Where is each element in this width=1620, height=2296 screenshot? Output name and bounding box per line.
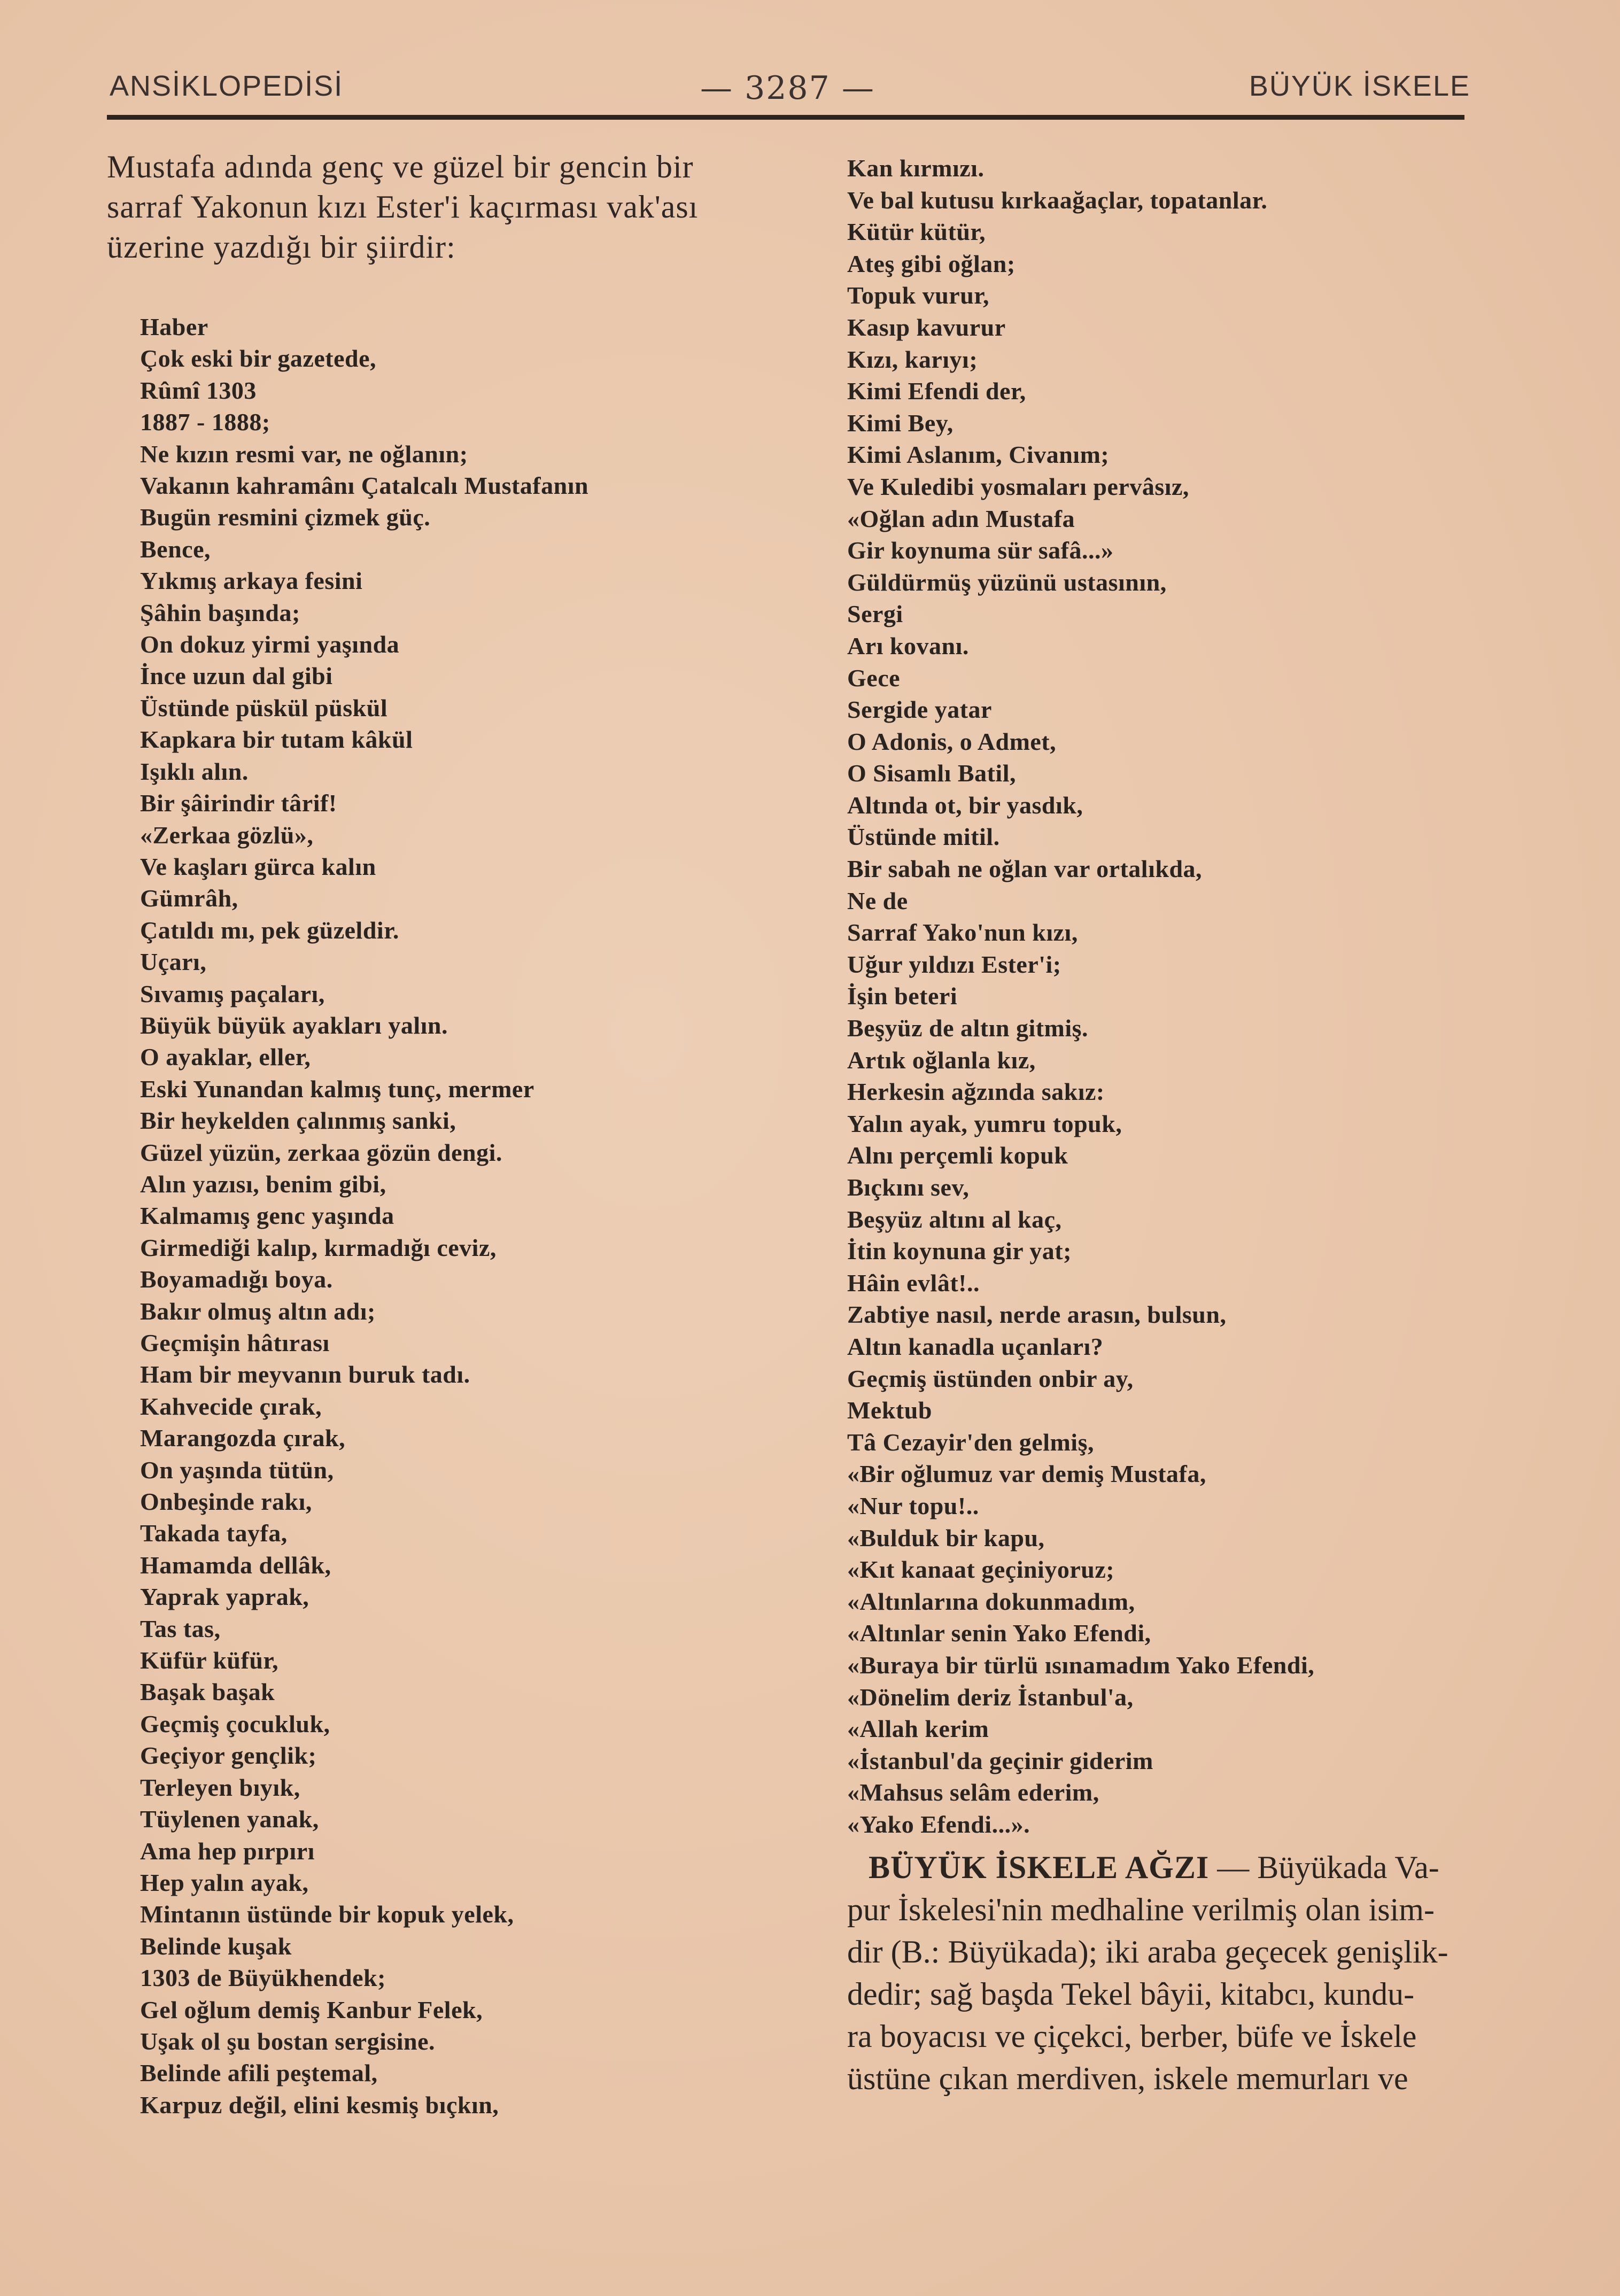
poem-line: Artık oğlanla kız, — [847, 1046, 1036, 1074]
poem-line: Altın kanadla uçanları? — [847, 1332, 1104, 1360]
poem-line: Ve Kuledibi yosmaları pervâsız, — [847, 472, 1189, 500]
intro-line: sarraf Yakonun kızı Ester'i kaçırması vak'ası — [107, 189, 699, 224]
poem-line: Kapkara bir tutam kâkül — [140, 726, 413, 754]
poem-line: Gümrâh, — [140, 885, 238, 912]
poem-line: Başak başak — [140, 1678, 275, 1706]
poem-line: «Zerkaa gözlü», — [140, 821, 314, 849]
running-header-right: BÜYÜK İSKELE — [1249, 70, 1470, 102]
poem-line: Kızı, karıyı; — [847, 345, 978, 373]
poem-line: Kalmamış genc yaşında — [140, 1202, 394, 1230]
poem-line: Belinde afili peştemal, — [140, 2059, 378, 2087]
poem-line: «Altınlar senin Yako Efendi, — [847, 1619, 1151, 1647]
poem-line: Kahvecide çırak, — [140, 1392, 322, 1420]
poem-line: Bakır olmuş altın adı; — [140, 1297, 376, 1325]
poem-line: Topuk vurur, — [847, 282, 989, 309]
running-header-left: ANSİKLOPEDİSİ — [110, 70, 344, 102]
poem-line: Geçmiş çocukluk, — [140, 1710, 330, 1737]
poem-line: Kan kırmızı. — [847, 154, 985, 182]
poem-line: Altında ot, bir yasdık, — [847, 791, 1083, 819]
poem-line: Ve kaşları gürca kalın — [140, 852, 376, 880]
poem-line: Yalın ayak, yumru topuk, — [847, 1110, 1122, 1137]
poem-line: «Mahsus selâm ederim, — [847, 1779, 1099, 1806]
poem-line: Bir heykelden çalınmış sanki, — [140, 1107, 456, 1135]
intro-line: üzerine yazdığı bir şiirdir: — [107, 229, 456, 265]
poem-line: Sarraf Yako'nun kızı, — [847, 919, 1078, 947]
poem-line: Ne de — [847, 887, 908, 914]
header-rule — [107, 115, 1464, 120]
entry-line: dir (B.: Büyükada); iki araba geçecek genişlik- — [847, 1934, 1448, 1970]
poem-line: Hep yalın ayak, — [140, 1868, 309, 1896]
poem-line: Tâ Cezayir'den gelmiş, — [847, 1428, 1094, 1456]
poem-line: Bugün resmini çizmek güç. — [140, 503, 431, 531]
poem-line: Ama hep pırpırı — [140, 1837, 315, 1865]
poem-line: Geçiyor gençlik; — [140, 1742, 317, 1770]
poem-line: «Allah kerim — [847, 1715, 989, 1743]
poem-line: İtin koynuna gir yat; — [847, 1237, 1072, 1265]
poem-line: Beşyüz de altın gitmiş. — [847, 1014, 1089, 1042]
poem-line: O Sisamlı Batil, — [847, 759, 1016, 787]
poem-line: Sergide yatar — [847, 696, 992, 724]
poem-line: Ne kızın resmi var, ne oğlanın; — [140, 440, 468, 468]
poem-line: Üstünde püskül püskül — [140, 694, 388, 722]
poem-line: İşin beteri — [847, 982, 958, 1010]
poem-line: Ve bal kutusu kırkaağaçlar, topatanlar. — [847, 186, 1268, 214]
poem-line: Vakanın kahramânı Çatalcalı Mustafanın — [140, 472, 589, 500]
poem-line: «Buraya bir türlü ısınamadım Yako Efendi, — [847, 1651, 1315, 1679]
poem-line: «Dönelim deriz İstanbul'a, — [847, 1683, 1134, 1711]
poem-line: Tas tas, — [140, 1615, 221, 1642]
poem-line: Gel oğlum demiş Kanbur Felek, — [140, 1996, 483, 2023]
poem-line: On yaşında tütün, — [140, 1456, 334, 1484]
poem-line: Kasıp kavurur — [847, 313, 1006, 341]
entry-line: dedir; sağ başda Tekel bâyii, kitabcı, kundu- — [847, 1976, 1415, 2012]
poem-line: «Yako Efendi...». — [847, 1810, 1030, 1838]
poem-line: Uşak ol şu bostan sergisine. — [140, 2027, 436, 2055]
poem-line: Geçmişin hâtırası — [140, 1329, 330, 1356]
poem-line: Eski Yunandan kalmış tunç, mermer — [140, 1075, 534, 1103]
poem-line: 1303 de Büyükhendek; — [140, 1964, 386, 1992]
poem-line: O ayaklar, eller, — [140, 1043, 311, 1071]
poem-line: Hamamda dellâk, — [140, 1551, 331, 1579]
poem-line: «Bir oğlumuz var demiş Mustafa, — [847, 1460, 1206, 1488]
poem-line: Bence, — [140, 535, 211, 563]
poem-line: Zabtiye nasıl, nerde arasın, bulsun, — [847, 1301, 1227, 1329]
poem-line: Alın yazısı, benim gibi, — [140, 1170, 386, 1198]
poem-line: Uçarı, — [140, 948, 207, 976]
poem-line: Kimi Bey, — [847, 409, 954, 437]
poem-line: «Bulduk bir kapu, — [847, 1524, 1045, 1552]
poem-line: Bıçkını sev, — [847, 1174, 970, 1201]
poem-line: Mintanın üstünde bir kopuk yelek, — [140, 1901, 514, 1928]
poem-line: Girmediği kalıp, kırmadığı ceviz, — [140, 1234, 497, 1261]
poem-line: Sıvamış paçaları, — [140, 980, 325, 1007]
poem-line: Onbeşinde rakı, — [140, 1488, 312, 1516]
poem-line: On dokuz yirmi yaşında — [140, 631, 400, 658]
intro-paragraph — [107, 147, 786, 267]
poem-line: Sergi — [847, 600, 903, 628]
poem-line: Yıkmış arkaya fesini — [140, 567, 363, 595]
poem-line: Uğur yıldızı Ester'i; — [847, 950, 1061, 978]
entry-text: — Büyükada Va- — [1217, 1850, 1439, 1886]
poem-line: Büyük büyük ayakları yalın. — [140, 1011, 448, 1039]
poem-line: Güzel yüzün, zerkaa gözün dengi. — [140, 1138, 502, 1166]
poem-line: Küfür küfür, — [140, 1647, 279, 1674]
poem-line: Karpuz değil, elini kesmiş bıçkın, — [140, 2091, 499, 2119]
poem-line: «Altınlarına dokunmadım, — [847, 1587, 1135, 1615]
poem-line: Boyamadığı boya. — [140, 1266, 333, 1293]
entry-line: üstüne çıkan merdiven, iskele memurları ve — [847, 2061, 1408, 2097]
entry-line: ra boyacısı ve çiçekci, berber, büfe ve İskele — [847, 2019, 1417, 2054]
poem-line: «İstanbul'da geçinir giderim — [847, 1747, 1153, 1774]
poem-line: Mektub — [847, 1397, 932, 1424]
poem-line: Alnı perçemli kopuk — [847, 1142, 1068, 1169]
encyclopedia-entry — [847, 1847, 1467, 2100]
poem-line: Herkesin ağzında sakız: — [847, 1078, 1105, 1106]
intro-line: Mustafa adında genç ve güzel bir gencin bir — [107, 149, 694, 184]
poem-line: Bir sabah ne oğlan var ortalıkda, — [847, 855, 1203, 883]
poem-line: Terleyen bıyık, — [140, 1773, 300, 1801]
poem-line: Işıklı alın. — [140, 757, 249, 785]
poem-line: Çok eski bir gazetede, — [140, 345, 377, 373]
right-column — [847, 152, 1467, 2100]
poem-stanza-1 — [847, 152, 1467, 853]
poem-line: Gir koynuma sür safâ...» — [847, 537, 1114, 564]
poem-line: «Kıt kanaat geçiniyoruz; — [847, 1556, 1115, 1584]
poem-line: Ateş gibi oğlan; — [847, 250, 1016, 277]
entry-line: pur İskelesi'nin medhaline verilmiş olan isim- — [847, 1892, 1435, 1928]
poem-line: Güldürmüş yüzünü ustasının, — [847, 568, 1167, 596]
poem-line: Gece — [847, 664, 901, 692]
poem-line: «Nur topu!.. — [847, 1492, 979, 1519]
poem-line: Yaprak yaprak, — [140, 1583, 309, 1611]
poem-line: Şâhin başında; — [140, 599, 300, 626]
entry-term: BÜYÜK İSKELE AĞZI — [869, 1850, 1210, 1886]
poem-line: İnce uzun dal gibi — [140, 662, 333, 690]
poem-line: «Oğlan adın Mustafa — [847, 505, 1075, 532]
poem-line: 1887 - 1888; — [140, 408, 270, 436]
poem-line: Beşyüz altını al kaç, — [847, 1205, 1062, 1233]
poem-line: Arı kovanı. — [847, 632, 969, 660]
poem-stanza-3 — [847, 1363, 1467, 1841]
poem-line: Geçmiş üstünden onbir ay, — [847, 1364, 1134, 1392]
poem-stanza-2 — [847, 853, 1467, 1363]
poem-line: Marangozda çırak, — [140, 1424, 346, 1452]
poem-left-column — [107, 311, 786, 2121]
entry-first-line — [847, 1847, 1467, 1889]
poem-line: Takada tayfa, — [140, 1519, 288, 1547]
poem-line: Kimi Efendi der, — [847, 377, 1026, 405]
poem-line: Tüylenen yanak, — [140, 1805, 319, 1833]
poem-line: Hâin evlât!.. — [847, 1269, 980, 1297]
poem-line: Çatıldı mı, pek güzeldir. — [140, 916, 399, 944]
poem-line: Haber — [140, 313, 208, 340]
page-number: — 3287 — — [700, 69, 875, 107]
poem-line: Ham bir meyvanın buruk tadı. — [140, 1361, 470, 1389]
poem-line: Kütür kütür, — [847, 218, 986, 246]
poem-line: Rûmî 1303 — [140, 376, 257, 404]
left-column — [107, 147, 786, 2121]
poem-line: Üstünde mitil. — [847, 823, 1000, 851]
poem-line: Belinde kuşak — [140, 1932, 292, 1960]
poem-line: Bir şâirindir târif! — [140, 789, 337, 817]
poem-line: O Adonis, o Admet, — [847, 727, 1057, 755]
poem-line: Kimi Aslanım, Civanım; — [847, 441, 1110, 469]
